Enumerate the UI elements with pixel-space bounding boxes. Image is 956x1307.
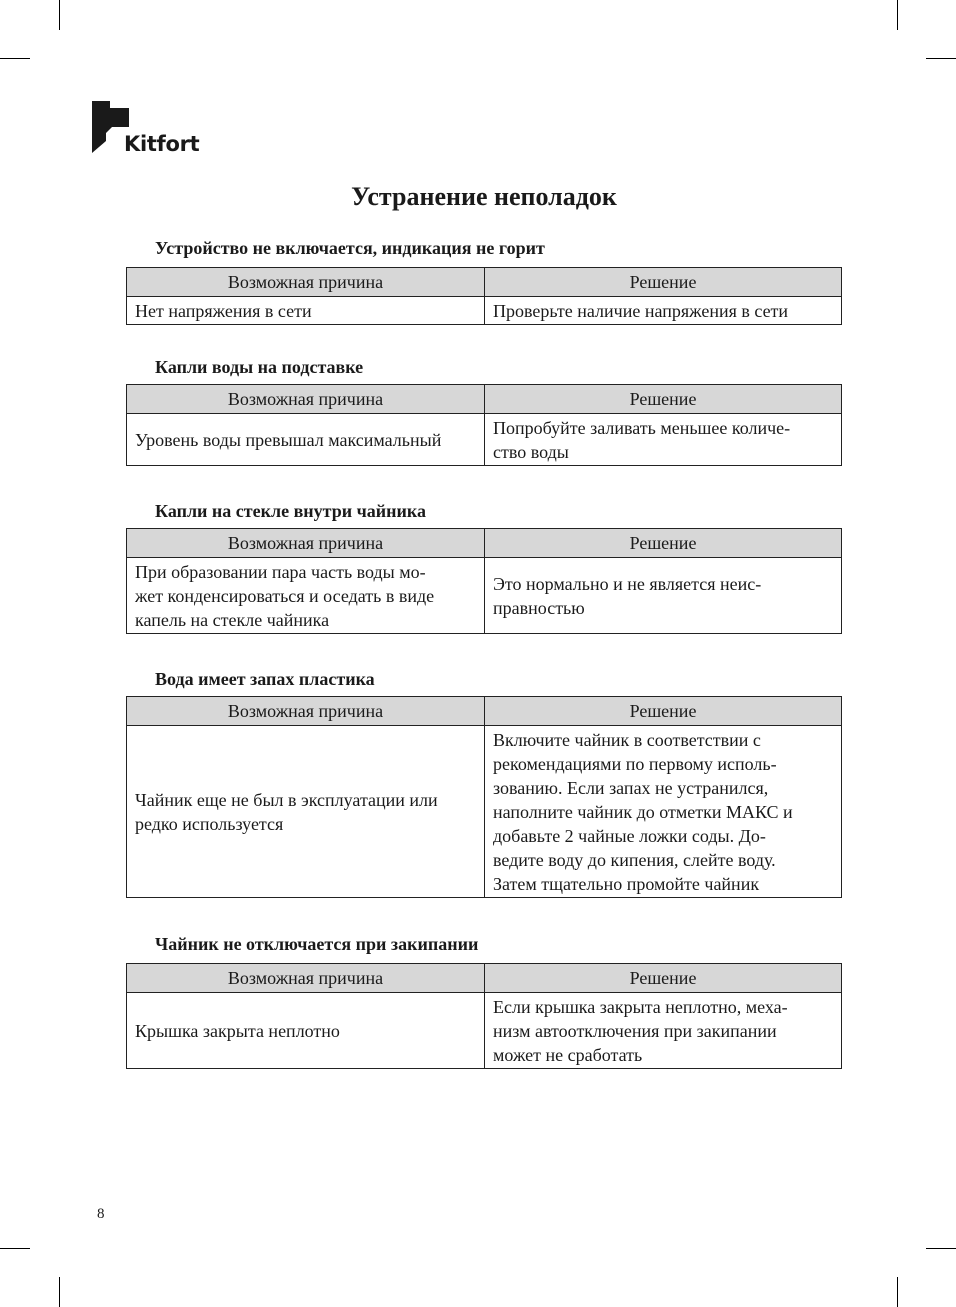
header-solution: Решение xyxy=(485,385,842,414)
solution-cell xyxy=(485,414,842,466)
header-cause: Возможная причина xyxy=(127,529,485,558)
text-line: Чайник еще не был в эксплуатации или xyxy=(135,790,438,810)
text-line: Включите чайник в соответствии с xyxy=(493,730,761,750)
crop-mark xyxy=(897,0,898,30)
table-row xyxy=(127,414,842,466)
troubleshooting-table xyxy=(126,696,842,898)
text-line: Затем тщательно промойте чайник xyxy=(493,874,760,894)
table-header-row xyxy=(127,697,842,726)
table-row xyxy=(127,993,842,1069)
troubleshooting-table xyxy=(126,963,842,1069)
header-solution: Решение xyxy=(485,268,842,297)
text-line: правностью xyxy=(493,598,585,618)
page-number: 8 xyxy=(97,1206,105,1222)
troubleshooting-table xyxy=(126,528,842,634)
solution-cell xyxy=(485,558,842,634)
text-line: Это нормально и не является неис- xyxy=(493,574,762,594)
troubleshooting-table xyxy=(126,267,842,325)
text-line: Уровень воды превышал максимальный xyxy=(135,430,442,450)
cause-cell xyxy=(127,297,485,325)
crop-mark xyxy=(926,1248,956,1249)
section-title: Устройство не включается, индикация не горит xyxy=(155,238,545,258)
troubleshooting-table xyxy=(126,384,842,466)
table-header-row xyxy=(127,268,842,297)
text-line: добавьте 2 чайные ложки соды. До- xyxy=(493,826,766,846)
cause-cell xyxy=(127,726,485,898)
text-line: зованию. Если запах не устранился, xyxy=(493,778,769,798)
header-solution: Решение xyxy=(485,964,842,993)
header-cause: Возможная причина xyxy=(127,697,485,726)
section-title: Капли воды на подставке xyxy=(155,357,364,377)
header-cause: Возможная причина xyxy=(127,385,485,414)
table-header-row xyxy=(127,529,842,558)
table-header-row xyxy=(127,964,842,993)
crop-mark xyxy=(59,0,60,30)
crop-mark xyxy=(0,1248,30,1249)
header-solution: Решение xyxy=(485,697,842,726)
cause-cell xyxy=(127,993,485,1069)
section-title: Капли на стекле внутри чайника xyxy=(155,501,426,521)
cause-cell xyxy=(127,558,485,634)
header-cause: Возможная причина xyxy=(127,268,485,297)
solution-cell xyxy=(485,993,842,1069)
text-line: рекомендациями по первому исполь- xyxy=(493,754,777,774)
text-line: ведите воду до кипения, слейте воду. xyxy=(493,850,776,870)
solution-cell xyxy=(485,726,842,898)
kitfort-logo xyxy=(92,101,202,161)
text-line: При образовании пара часть воды мо- xyxy=(135,562,426,582)
text-line: ство воды xyxy=(493,442,569,462)
section-title: Вода имеет запах пластика xyxy=(155,669,375,689)
table-row xyxy=(127,297,842,325)
crop-mark xyxy=(926,58,956,59)
text-line: наполните чайник до отметки МАКС и xyxy=(493,802,793,822)
table-row xyxy=(127,558,842,634)
text-line: может не сработать xyxy=(493,1045,643,1065)
text-line: Крышка закрыта неплотно xyxy=(135,1021,340,1041)
table-header-row xyxy=(127,385,842,414)
text-line: жет конденсироваться и оседать в виде xyxy=(135,586,435,606)
solution-cell xyxy=(485,297,842,325)
crop-mark xyxy=(59,1277,60,1307)
text-line: Попробуйте заливать меньшее количе- xyxy=(493,418,791,438)
page-title: Устранение неполадок xyxy=(351,182,617,211)
crop-mark xyxy=(0,58,30,59)
text-line: Если крышка закрыта неплотно, меха- xyxy=(493,997,788,1017)
section-title: Чайник не отключается при закипании xyxy=(155,934,479,954)
header-solution: Решение xyxy=(485,529,842,558)
cause-cell xyxy=(127,414,485,466)
brand-name: Kitfort xyxy=(124,132,200,156)
table-row xyxy=(127,726,842,898)
text-line: Нет напряжения в сети xyxy=(135,301,312,321)
text-line: Проверьте наличие напряжения в сети xyxy=(493,301,789,321)
text-line: низм автоотключения при закипании xyxy=(493,1021,777,1041)
text-line: капель на стекле чайника xyxy=(135,610,330,630)
text-line: редко используется xyxy=(135,814,284,834)
header-cause: Возможная причина xyxy=(127,964,485,993)
crop-mark xyxy=(897,1277,898,1307)
